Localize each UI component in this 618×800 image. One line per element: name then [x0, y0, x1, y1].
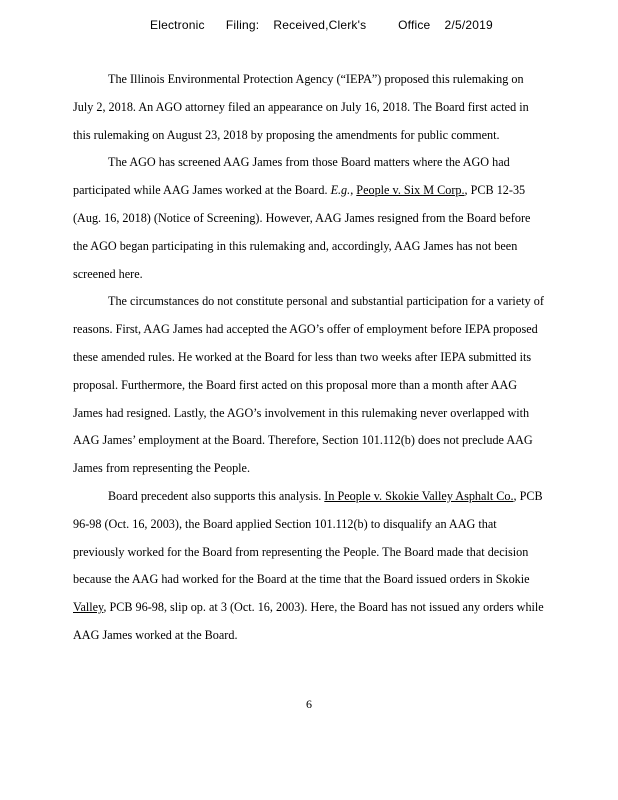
- text-line: The AGO has screened AAG James from those Board matters where the AGO had: [108, 155, 510, 170]
- document-body: [73, 66, 598, 650]
- text-segment: , PCB 12-35: [464, 183, 526, 198]
- page-number: 6: [306, 697, 312, 711]
- filing-stamp-header: Electronic Filing: Received,Clerk's Office 2/5/2019: [150, 18, 493, 32]
- text-line: [73, 177, 598, 205]
- case-name-skokie-valley-short: Valley: [73, 600, 104, 615]
- text-line: James had resigned. Lastly, the AGO’s involvement in this rulemaking never overlapped with: [73, 405, 530, 420]
- text-segment: participated while AAG James worked at the Board.: [73, 183, 331, 198]
- paragraph-circumstances: [73, 288, 598, 483]
- text-line: previously worked for the Board from representing the People. The Board made that decision: [73, 544, 529, 559]
- text-line: James from representing the People.: [73, 461, 251, 476]
- text-segment: , PCB: [513, 488, 543, 503]
- text-line: because the AAG had worked for the Board at the time that the Board issued orders in Skokie: [73, 572, 530, 587]
- text-line: this rulemaking on August 23, 2018 by proposing the amendments for public comment.: [73, 127, 500, 142]
- text-segment: Board precedent also supports this analysis.: [108, 488, 325, 503]
- text-segment: ,: [350, 183, 357, 198]
- text-line: July 2, 2018. An AGO attorney filed an appearance on July 16, 2018. The Board first acted in: [73, 99, 529, 114]
- text-line: AAG James worked at the Board.: [73, 627, 238, 642]
- paragraph-rulemaking-timeline: [73, 66, 598, 149]
- case-name-skokie-valley: In People v. Skokie Valley Asphalt Co.: [324, 488, 514, 503]
- text-line: [73, 483, 598, 511]
- text-line: these amended rules. He worked at the Board for less than two weeks after IEPA submitted its: [73, 349, 532, 364]
- text-line: AAG James’ employment at the Board. Therefore, Section 101.112(b) does not preclude AAG: [73, 433, 533, 448]
- text-line: screened here.: [73, 266, 143, 281]
- text-line: [73, 594, 598, 622]
- text-line: 96-98 (Oct. 16, 2003), the Board applied Section 101.112(b) to disqualify an AAG that: [73, 516, 497, 531]
- text-line: The circumstances do not constitute personal and substantial participation for a variety of: [108, 294, 544, 309]
- text-line: The Illinois Environmental Protection Agency (“IEPA”) proposed this rulemaking on: [108, 72, 524, 86]
- text-line: the AGO began participating in this rulemaking and, accordingly, AAG James has not been: [73, 238, 518, 253]
- paragraph-board-precedent: [73, 483, 598, 650]
- paragraph-screening: [73, 149, 598, 288]
- case-name-six-m-corp: People v. Six M Corp.: [356, 183, 465, 198]
- text-line: proposal. Furthermore, the Board first acted on this proposal more than a month after AAG: [73, 377, 518, 392]
- text-line: (Aug. 16, 2018) (Notice of Screening). However, AAG James resigned from the Board before: [73, 210, 531, 225]
- text-line: reasons. First, AAG James had accepted the AGO’s offer of employment before IEPA proposed: [73, 322, 538, 337]
- citation-signal: E.g.: [330, 183, 351, 198]
- text-segment: , PCB 96-98, slip op. at 3 (Oct. 16, 2003). Here, the Board has not issued any orders while: [103, 600, 544, 615]
